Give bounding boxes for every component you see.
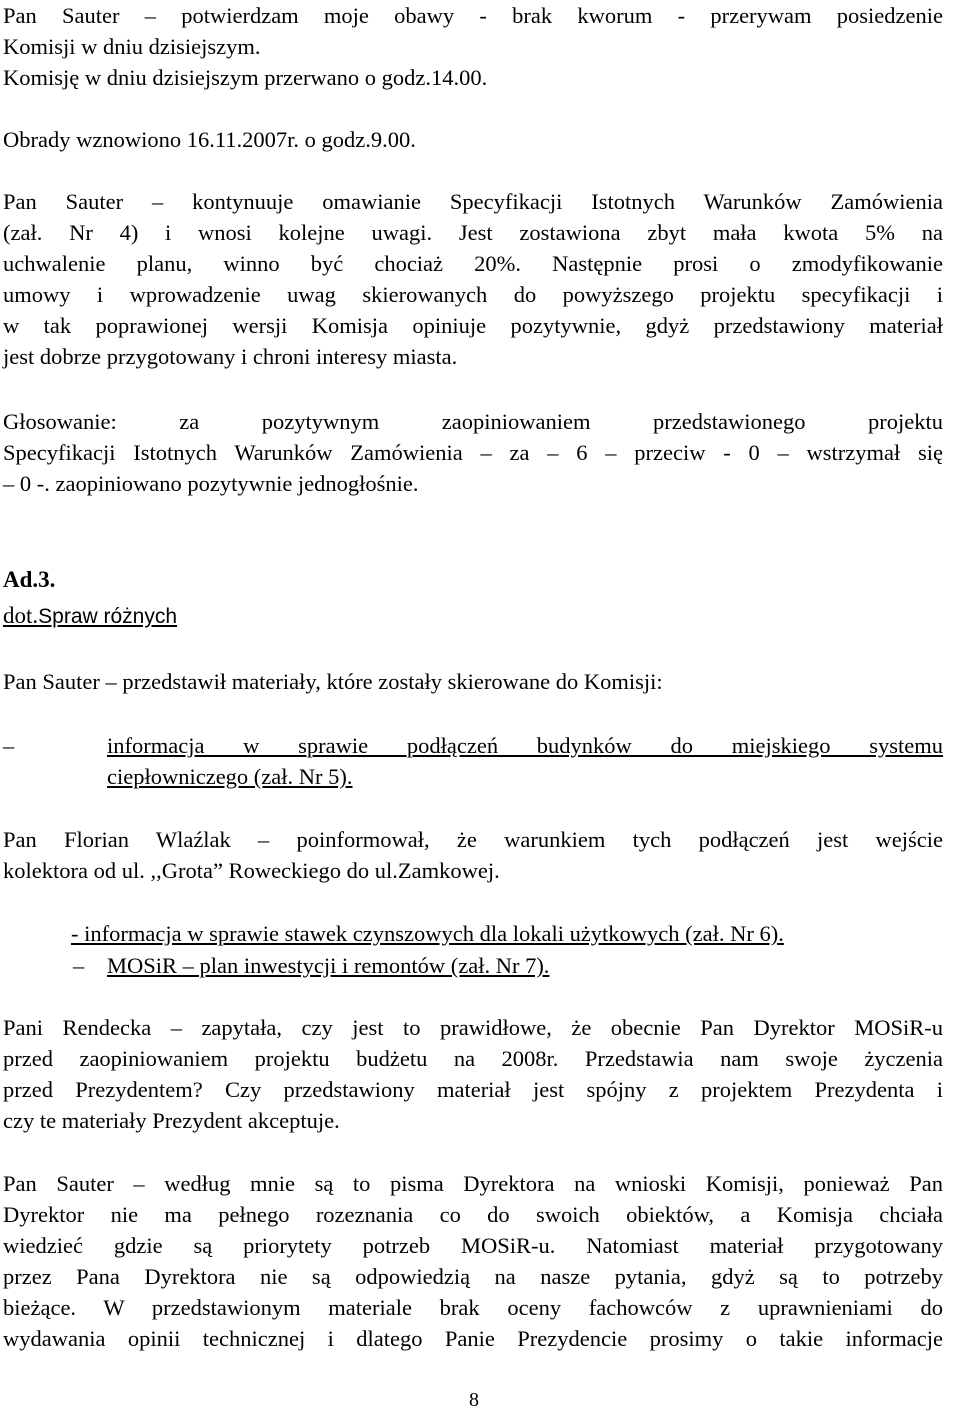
text-line: – 0 -. zaopiniowano pozytywnie jednogłośnie.	[3, 471, 419, 496]
text-line: umowy i wprowadzenie uwag skierowanych do powyższego projektu specyfikacji i	[3, 282, 943, 307]
text-line: informacja w sprawie podłączeń budynków do miejskiego systemu	[107, 733, 943, 758]
paragraph-wlazlak	[3, 824, 943, 886]
text-line: przez Pana Dyrektora nie są odpowiedzią na nasze pytania, gdyż są to potrzeby	[3, 1264, 943, 1289]
list-item	[71, 918, 943, 949]
paragraph-vote	[3, 406, 943, 499]
text-line: (zał. Nr 4) i wnosi kolejne uwagi. Jest zostawiona zbyt mała kwota 5% na	[3, 220, 943, 245]
text-line: ciepłowniczego (zał. Nr 5).	[107, 764, 353, 789]
text-line: czy te materiały Prezydent akceptuje.	[3, 1108, 340, 1133]
text-line: przed Prezydentem? Czy przedstawiony materiał jest spójny z projektem Prezydenta i	[3, 1077, 943, 1102]
text-line: Pani Rendecka – zapytała, czy jest to prawidłowe, że obecnie Pan Dyrektor MOSiR-u	[3, 1015, 943, 1040]
text-line: jest dobrze przygotowany i chroni interesy miasta.	[3, 344, 458, 369]
text-line: wiedzieć gdzie są priorytety potrzeb MOSiR-u. Natomiast materiał przygotowany	[3, 1233, 943, 1258]
text-line: uchwalenie planu, winno być chociaż 20%. Następnie prosi o zmodyfikowanie	[3, 251, 943, 276]
text-line: wydawania opinii technicznej i dlatego Panie Prezydencie prosimy o takie informacje	[3, 1326, 943, 1351]
text-line: Obrady wznowiono 16.11.2007r. o godz.9.00.	[3, 127, 416, 152]
list-item-text	[107, 730, 943, 792]
text-line: bieżące. W przedstawionym materiale brak oceny fachowców z uprawnieniami do	[3, 1295, 943, 1320]
text-line: Specyfikacji Istotnych Warunków Zamówienia – za – 6 – przeciw - 0 – wstrzymał się	[3, 440, 943, 465]
text-line: Głosowanie: za pozytywnym zaopiniowaniem przedstawionego projektu	[3, 409, 943, 434]
paragraph-materials	[3, 666, 943, 697]
list-item-text	[107, 950, 943, 981]
section-subheading	[3, 600, 943, 632]
text-line: Pan Sauter – przedstawił materiały, które zostały skierowane do Komisji:	[3, 669, 663, 694]
text-line: Komisji w dniu dzisiejszym.	[3, 34, 261, 59]
subheading-prefix: dot.	[3, 603, 39, 628]
paragraph-specification	[3, 186, 943, 372]
list-dash: –	[3, 733, 15, 758]
text-line: Pan Florian Wlaźlak – poinformował, że warunkiem tych podłączeń jest wejście	[3, 827, 943, 852]
document-page	[3, 0, 943, 1414]
text-line: MOSiR – plan inwestycji i remontów (zał. Nr 7).	[107, 953, 550, 978]
paragraph-rendecka	[3, 1012, 943, 1136]
text-line: Dyrektor nie ma pełnego rozeznania co do swoich obiektów, a Komisja chciała	[3, 1202, 943, 1227]
text-line: przed zaopiniowaniem projektu budżetu na 2008r. Przedstawia nam swoje życzenia	[3, 1046, 943, 1071]
page-number: 8	[469, 1389, 479, 1411]
text-line: Pan Sauter – potwierdzam moje obawy - brak kworum - przerywam posiedzenie	[3, 3, 943, 28]
paragraph-quorum	[3, 0, 943, 93]
paragraph-resumed	[3, 124, 943, 155]
section-heading: Ad.3.	[3, 567, 56, 592]
text-line: Pan Sauter – kontynuuje omawianie Specyfikacji Istotnych Warunków Zamówienia	[3, 189, 943, 214]
list-item-text: - informacja w sprawie stawek czynszowych dla lokali użytkowych (zał. Nr 6).	[71, 921, 784, 946]
list-dash: –	[73, 953, 85, 978]
text-line: Komisję w dniu dzisiejszym przerwano o godz.14.00.	[3, 65, 488, 90]
text-line: Pan Sauter – według mnie są to pisma Dyrektora na wnioski Komisji, ponieważ Pan	[3, 1171, 943, 1196]
paragraph-sauter-response	[3, 1168, 943, 1354]
subheading-text: Spraw różnych	[38, 605, 178, 628]
text-line: kolektora od ul. ,,Grota” Roweckiego do ul.Zamkowej.	[3, 858, 500, 883]
text-line: w tak poprawionej wersji Komisja opiniuje pozytywnie, gdyż przedstawiony materiał	[3, 313, 943, 338]
